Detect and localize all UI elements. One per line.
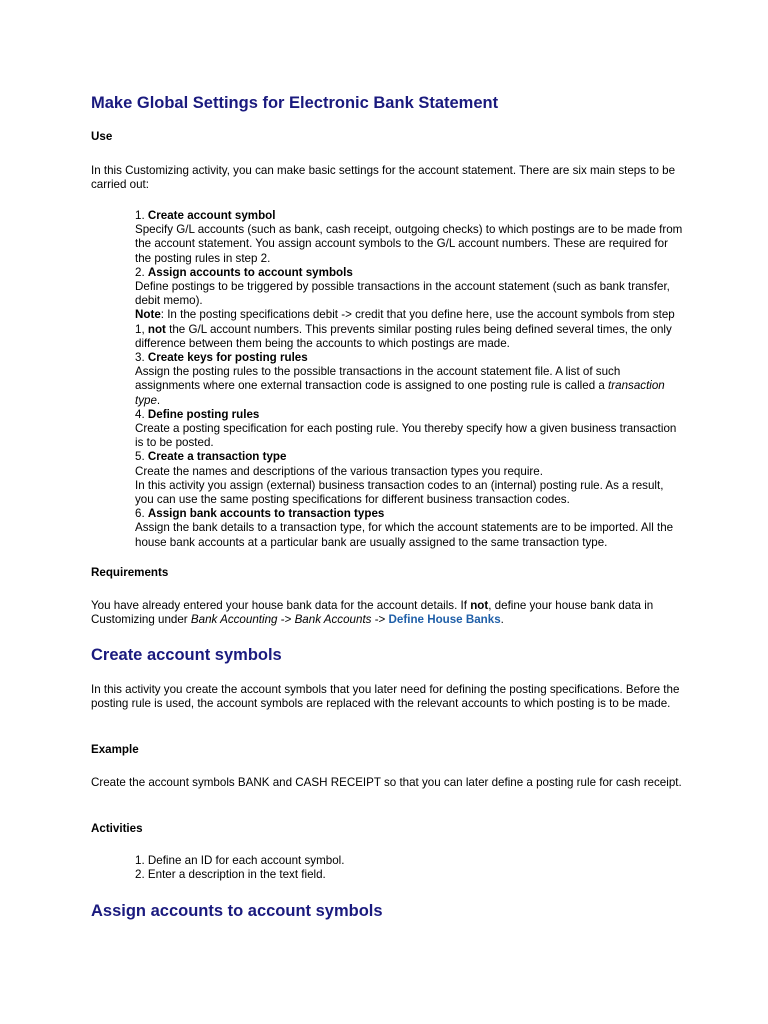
step-title: Define posting rules (147, 407, 260, 421)
step-number: 3. (135, 351, 145, 365)
steps-list (135, 209, 683, 550)
example-label: Example (91, 743, 139, 756)
activities-label: Activities (91, 822, 143, 835)
note-label: Note (135, 308, 161, 322)
step-title: Create account symbol (147, 209, 276, 222)
activities-list (135, 854, 344, 882)
step-text: Assign the posting rules to the possible transactions in the account statement file. A list of such assignments where one external transaction code is assigned to one posting rule is called a transaction type. (135, 365, 665, 407)
example-text: Create the account symbols BANK and CASH RECEIPT so that you can later define a posting rule for cash receipt. (91, 776, 682, 789)
section-title-assign-accounts: Assign accounts to account symbols (91, 902, 383, 920)
step-text: Create the names and descriptions of the various transaction types you require. (135, 464, 543, 478)
step-5 (135, 450, 683, 507)
section2-intro: In this activity you create the account symbols that you later need for defining the posting specifications. Before the posting rule is used, the account symbols are replaced with the relevant accounts to which posting is to be made. (91, 683, 680, 711)
list-item: 1. Define an ID for each account symbol. (135, 854, 345, 867)
list-item: 2. Enter a description in the text field. (135, 868, 326, 882)
step-title: Assign accounts to account symbols (147, 265, 353, 279)
step-text: Assign the bank details to a transaction type, for which the account statements are to be imported. All the house bank accounts at a particular bank are usually assigned to the same transaction type. (135, 521, 674, 549)
step-1 (135, 209, 683, 266)
page-title: Make Global Settings for Electronic Bank Statement (91, 94, 499, 112)
use-intro: In this Customizing activity, you can make basic settings for the account statement. There are six main steps to be carried out: (91, 164, 676, 192)
step-4 (135, 408, 683, 451)
step-title: Create a transaction type (147, 450, 287, 464)
step-text-2: In this activity you assign (external) business transaction codes to an (internal) posting rule. As a result, you can use the same posting specifications for different business transaction codes. (135, 478, 664, 507)
step-note: Note: In the posting specifications debit -> credit that you define here, use the account symbols from step 1, not the G/L account numbers. This prevents similar posting rules being defined several times, the only difference between them being the accounts to which postings are made. (135, 308, 675, 350)
step-3 (135, 351, 683, 408)
step-title: Create keys for posting rules (147, 351, 308, 365)
requirements-text: You have already entered your house bank data for the account details. If not, define your house bank data in Customizing under Bank Accounting -> Bank Accounts -> Define House Banks. (91, 599, 654, 627)
requirements-label: Requirements (91, 566, 169, 579)
step-number: 1. (135, 209, 145, 222)
use-label: Use (91, 130, 113, 143)
step-2 (135, 266, 683, 351)
step-number: 4. (135, 407, 145, 421)
step-text: Create a posting specification for each posting rule. You thereby specify how a given business transaction is to be posted. (135, 422, 677, 450)
step-6 (135, 507, 683, 550)
step-number: 5. (135, 450, 145, 464)
define-house-banks-link[interactable]: Define House Banks (388, 613, 501, 627)
step-number: 6. (135, 507, 145, 521)
section-title-create-account-symbols: Create account symbols (91, 646, 282, 664)
step-title: Assign bank accounts to transaction types (147, 507, 385, 521)
step-text: Specify G/L accounts (such as bank, cash receipt, outgoing checks) to which postings are to be made from the account statement. You assign account symbols to the G/L account numbers. These are required for the posting rules in step 2. (135, 223, 683, 265)
step-text: Define postings to be triggered by possible transactions in the account statement (such as bank transfer, debit memo). (135, 280, 670, 308)
step-number: 2. (135, 265, 145, 279)
